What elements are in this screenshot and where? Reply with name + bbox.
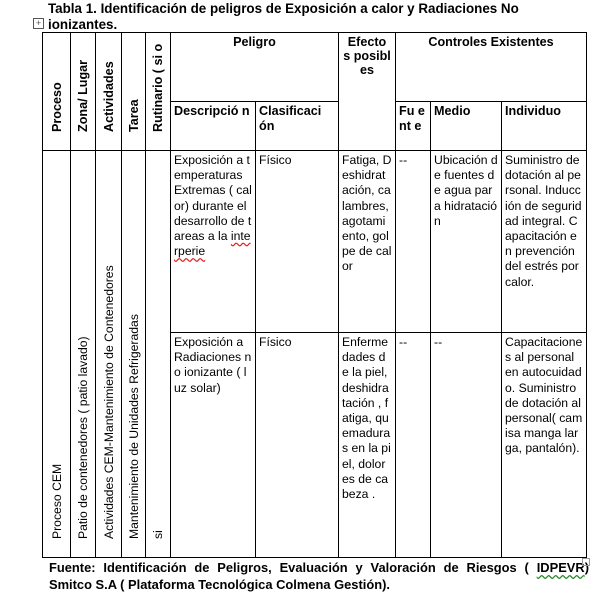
cell-medio: Ubicación de fuentes de agua para hidratación — [431, 151, 502, 333]
col-header-medio: Medio — [431, 102, 502, 151]
table-move-handle-icon[interactable]: + — [33, 18, 44, 29]
cell-descripcion: Exposición a temperaturas Extremas ( calor) durante el desarrollo de tareas a la interperie — [171, 151, 256, 333]
col-header-peligro: Peligro — [171, 33, 339, 102]
col-header-clasificacion: Clasificaci ón — [256, 102, 339, 151]
table-caption: Tabla 1. Identificación de peligros de Exposición a calor y Radiaciones No ionizantes. — [48, 1, 519, 32]
cell-individuo: Suministro de dotación al personal. Inducción de seguridad integral. Capacitación en prevención del estrés por calor. — [502, 151, 587, 333]
paragraph-end-mark — [582, 558, 590, 566]
cell-tarea: Mantenimiento de Unidades Refrigeradas — [122, 151, 146, 558]
cell-efectos: Fatiga, Deshidratación, calambres, agotamiento, golpe de calor — [339, 151, 396, 333]
cell-fuente: -- — [396, 151, 431, 333]
col-header-individuo: Individuo — [502, 102, 587, 151]
col-header-efectos: Efecto s posibl es — [339, 33, 396, 151]
hazard-table — [42, 32, 587, 558]
col-header-descripcion: Descripció n — [171, 102, 256, 151]
cell-individuo: Capacitaciones al personal en autocuidado. Suministro de dotación al personal( camisa manga larga, pantalón). — [502, 333, 587, 558]
cell-efectos: Enfermedades de la piel, deshidratación , fatiga, quemaduras en la piel, dolores de cabeza . — [339, 333, 396, 558]
cell-clasificacion: Físico — [256, 333, 339, 558]
cell-fuente: -- — [396, 333, 431, 558]
col-header-zona: Zona/ Lugar — [71, 33, 96, 151]
cell-actividades: Actividades CEM-Mantenimiento de Contenedores — [96, 151, 122, 558]
table-row — [43, 151, 587, 333]
col-header-actividades: Actividades — [96, 33, 122, 151]
cell-descripcion: Exposición a Radiaciones no ionizante ( luz solar) — [171, 333, 256, 558]
source-footnote: Fuente: Identificación de Peligros, Evaluación y Valoración de Riesgos ( IDPEVR) Smitco S.A ( Plataforma Tecnológica Colmena Gestión). — [49, 560, 589, 592]
cell-zona: Patio de contenedores ( patio lavado) — [71, 151, 96, 558]
cell-rutinario: si — [146, 151, 171, 558]
col-header-proceso: Proceso — [43, 33, 71, 151]
col-header-fuente: Fu ent e — [396, 102, 431, 151]
col-header-controles: Controles Existentes — [396, 33, 587, 102]
col-header-tarea: Tarea — [122, 33, 146, 151]
cell-proceso: Proceso CEM — [43, 151, 71, 558]
cell-clasificacion: Físico — [256, 151, 339, 333]
col-header-rutinario: Rutinario ( si o — [146, 33, 171, 151]
cell-medio: -- — [431, 333, 502, 558]
